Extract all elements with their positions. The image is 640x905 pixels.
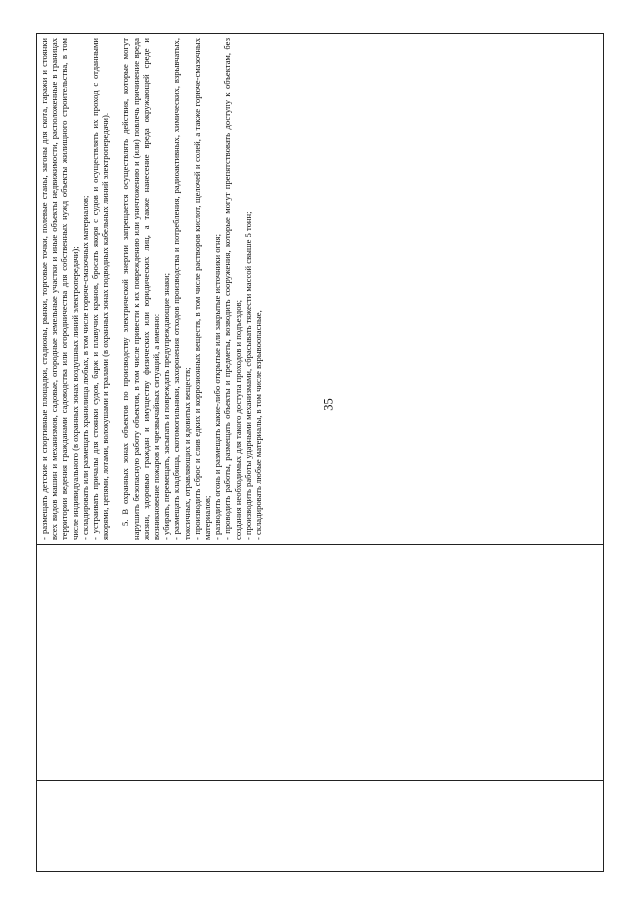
table-row (37, 34, 604, 872)
paragraph: - производить сброс и слив едких и коррозионных веществ, в том числе растворов кислот, щелочей и солей, а также горюче-смазочных материалов; (191, 38, 213, 540)
paragraph: - проводить работы, размещать объекты и предметы, возводить сооружения, которые могут препятствовать доступу к объектам, без создания необходимых для такого доступа проходов и подъездов; (222, 38, 243, 540)
paragraph: - производить работы ударными механизмами, сбрасывать тяжести массой свыше 5 тонн; (242, 211, 253, 540)
paragraph: - складировать любые материалы, в том числе взрывоопасные, (253, 310, 264, 540)
page-number: 35 (321, 398, 336, 411)
paragraph: - размещать кладбища, скотомогильники, захоронения отходов производства и потребления, радиоактивных, химических, взрывчатых, токсичных, отравляющих и ядовитых веществ; (171, 38, 192, 540)
restrictions-text (39, 38, 263, 540)
rotated-table-container (36, 34, 604, 872)
paragraph: - устраивать причалы для стоянки судов, барж и плавучих кранов, бросать якоря с судов и осуществлять их проход с отданными якорями, цепями, лотами, волокушами и тралами (в охранных зонах подводных кабельных линий электропередачи). (90, 38, 111, 540)
paragraph: - размещать детские и спортивные площадки, стадионы, рынки, торговые точки, полевые станы, загоны для скота, гаражи и стоянки всех видов машин и механизмов, садовые, огородные земельные участки и иные объекты недвижимости, расположенные в границах территории ведения гражданами садоводства или огородничества для собственных нужд объекты жилищного строительства, в том числе индивидуального (в охранных зонах воздушных линий электропередачи); (39, 38, 80, 540)
paragraph: - убирать, перемещать, засыпать и повреждать предупреждающие знаки; (161, 272, 172, 540)
paragraph: 5. В охранных зонах объектов по производству электрической энергии запрещается осуществлять действия, которые могут нарушить безопасную работу объектов, в том числе привести к их повреждению или уничтожению и (или) повлечь причинение вреда жизни, здоровью граждан и имуществу физических или юридических лиц, а также нанесение вреда окружающей среде и возникновение пожаров и чрезвычайных ситуаций, а именно: (120, 38, 162, 540)
paragraph: - складировать или размещать хранилища любых, в том числе горюче-смазочных материалов; (79, 195, 90, 540)
table-cell-2 (37, 545, 604, 781)
page-frame (36, 34, 604, 872)
table-cell-3 (37, 34, 604, 545)
paragraph: - разводить огонь и размещать какие-либо открытые или закрытые источники огня; (212, 234, 223, 540)
table-cell-1 (37, 781, 604, 872)
document-table (36, 33, 604, 872)
